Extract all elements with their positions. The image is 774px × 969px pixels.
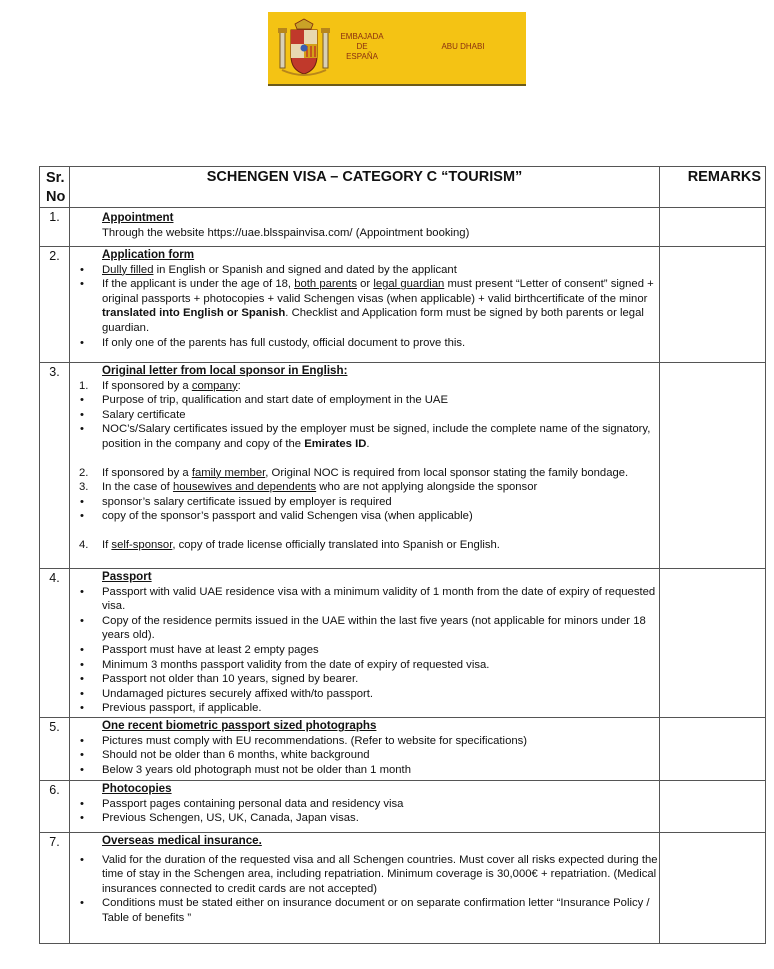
embassy-label: [332, 32, 392, 62]
numbered-item: 3. In the case of housewives and dependents who are not applying alongside the sponsor: [79, 481, 538, 494]
coat-of-arms-icon: [278, 18, 330, 80]
numbered-item: 4. If self-sponsor, copy of trade license officially translated into Spanish or English.: [79, 538, 500, 551]
list-item: • Undamaged pictures securely affixed with/to passport.: [76, 687, 659, 702]
embassy-banner: [268, 12, 526, 86]
embassy-line: ESPAÑA: [346, 52, 378, 61]
remarks-cell: [660, 781, 766, 833]
section-medical-insurance: [70, 833, 660, 944]
section-title: Photocopies: [102, 782, 172, 795]
list-item: • Passport not older than 10 years, signed by bearer.: [76, 672, 659, 687]
remarks-cell: [660, 208, 766, 247]
list-item: • Valid for the duration of the requested visa and all Schengen countries. Must cover all risks expected during the time of stay in the Schengen area, including repatriation. Minimum coverage is 30,000€ + repatriation. (Medical insurances connected to credit cards are not accepted): [76, 853, 659, 897]
list-item: • Passport must have at least 2 empty pages: [76, 643, 659, 658]
section-photocopies: [70, 781, 660, 833]
section-title: Overseas medical insurance.: [102, 834, 262, 847]
table-row: [40, 247, 766, 363]
section-sponsor-letter: [70, 363, 660, 569]
requirements-table: [39, 166, 766, 944]
section-title: Application form: [102, 248, 195, 261]
remarks-cell: [660, 363, 766, 569]
section-title: Original letter from local sponsor in English:: [102, 364, 348, 377]
section-title: One recent biometric passport sized photographs: [102, 719, 377, 732]
list-item: • Pictures must comply with EU recommendations. (Refer to website for specifications): [76, 734, 659, 749]
section-title: Appointment: [102, 211, 174, 224]
remarks-cell: [660, 833, 766, 944]
table-title: SCHENGEN VISA – CATEGORY C “TOURISM”: [70, 167, 660, 208]
list-item: • Below 3 years old photograph must not be older than 1 month: [76, 763, 659, 778]
row-number: 3.: [40, 363, 70, 569]
row-number: 1.: [40, 208, 70, 247]
list-item: • Previous Schengen, US, UK, Canada, Japan visas.: [76, 811, 659, 826]
row-number: 7.: [40, 833, 70, 944]
table-row: [40, 718, 766, 781]
list-item: • copy of the sponsor’s passport and valid Schengen visa (when applicable): [76, 509, 659, 524]
list-item: • sponsor’s salary certificate issued by employer is required: [76, 495, 659, 510]
remarks-header: REMARKS: [660, 167, 766, 208]
list-item: • If the applicant is under the age of 18, both parents or legal guardian must present “Letter of consent” signed + original passports + photocopies + valid Schengen visas (when applicable) + valid birthcertificate of the minor translated into English or Spanish. Checklist and Application form must be signed by both parents or legal guardian.: [76, 277, 659, 335]
numbered-item: 1. If sponsored by a company:: [79, 379, 241, 392]
table-row: [40, 833, 766, 944]
table-header-row: [40, 167, 766, 208]
table-row: [40, 569, 766, 718]
city-label: ABU DHABI: [441, 42, 485, 51]
section-title: Passport: [102, 570, 152, 583]
list-item: • Conditions must be stated either on insurance document or on separate confirmation letter “Insurance Policy / Table of benefits ”: [76, 896, 659, 925]
section-text: Through the website https://uae.blsspainvisa.com/ (Appointment booking): [102, 226, 470, 239]
embassy-line: EMBAJADA: [340, 32, 384, 41]
list-item: • Salary certificate: [76, 408, 659, 423]
table-row: [40, 208, 766, 247]
row-number: 2.: [40, 247, 70, 363]
embassy-line: DE: [356, 42, 368, 51]
section-application-form: [70, 247, 660, 363]
sr-no-header: Sr. No: [40, 167, 70, 208]
list-item: • If only one of the parents has full custody, official document to prove this.: [76, 336, 659, 351]
remarks-cell: [660, 247, 766, 363]
list-item: • Should not be older than 6 months, white background: [76, 748, 659, 763]
section-passport: [70, 569, 660, 718]
list-item: • Dully filled in English or Spanish and signed and dated by the applicant: [76, 263, 659, 278]
table-row: [40, 781, 766, 833]
list-item: • Previous passport, if applicable.: [76, 701, 659, 716]
section-photographs: [70, 718, 660, 781]
row-number: 6.: [40, 781, 70, 833]
remarks-cell: [660, 718, 766, 781]
remarks-cell: [660, 569, 766, 718]
row-number: 4.: [40, 569, 70, 718]
numbered-item: 2. If sponsored by a family member, Original NOC is required from local sponsor stating the family bondage.: [79, 466, 629, 479]
list-item: • Purpose of trip, qualification and start date of employment in the UAE: [76, 393, 659, 408]
list-item: • NOC’s/Salary certificates issued by the employer must be signed, include the complete name of the signatory, position in the company and copy of the Emirates ID.: [76, 422, 659, 451]
section-appointment: [70, 208, 660, 247]
list-item: • Minimum 3 months passport validity from the date of expiry of requested visa.: [76, 658, 659, 673]
table-row: [40, 363, 766, 569]
list-item: • Copy of the residence permits issued in the UAE within the last five years (not applicable for minors under 18 years old).: [76, 614, 659, 643]
list-item: • Passport pages containing personal data and residency visa: [76, 797, 659, 812]
list-item: • Passport with valid UAE residence visa with a minimum validity of 1 month from the date of expiry of requested visa.: [76, 585, 659, 614]
row-number: 5.: [40, 718, 70, 781]
